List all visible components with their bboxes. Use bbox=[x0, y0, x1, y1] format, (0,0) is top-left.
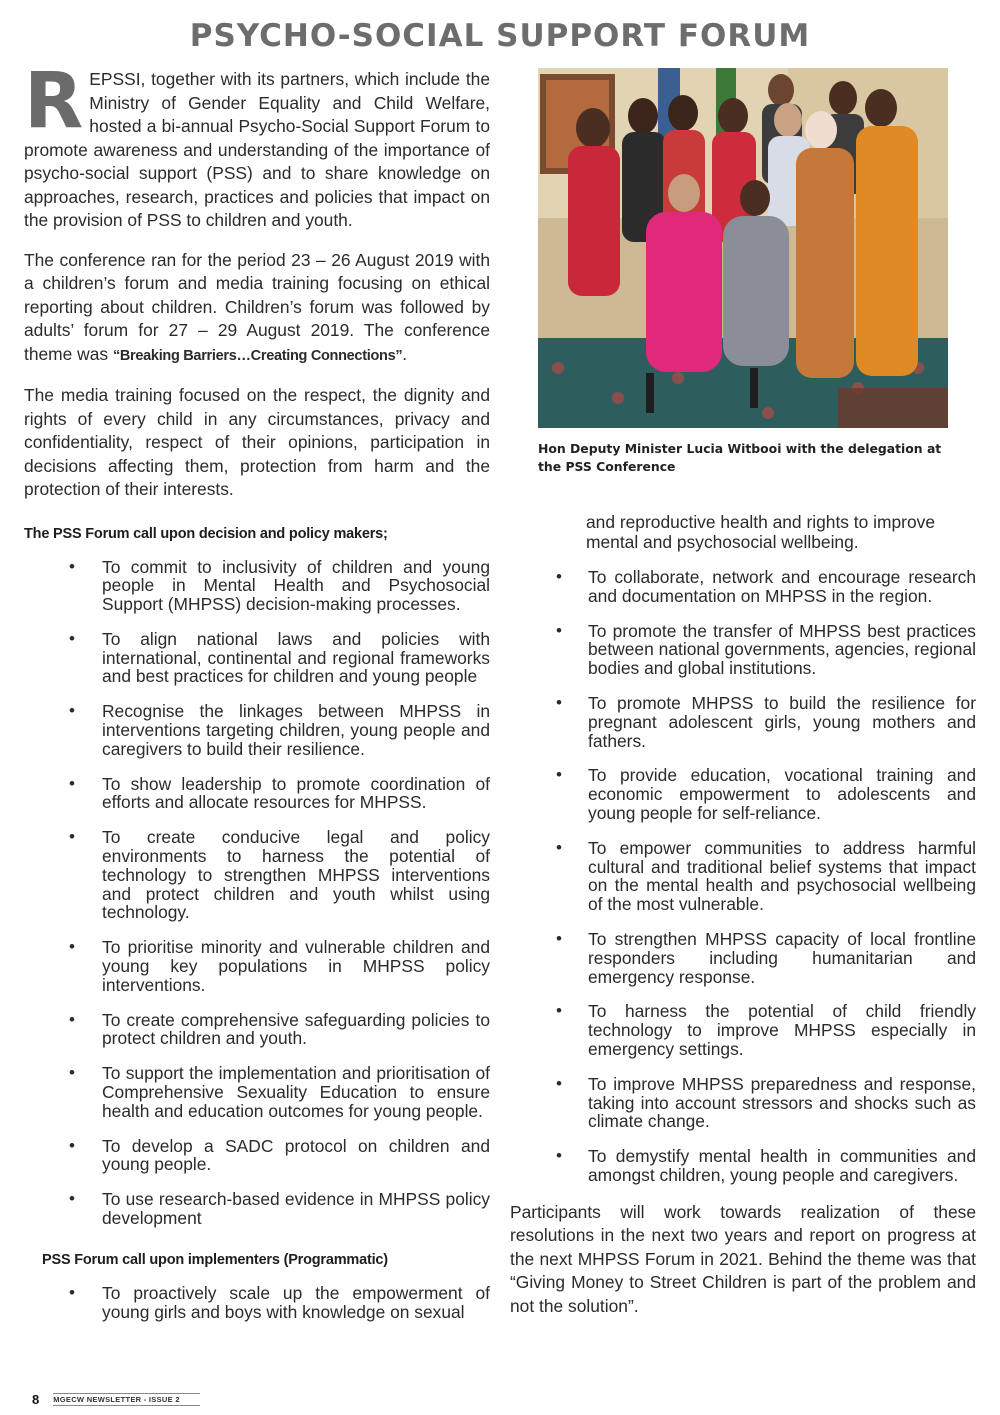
list-item bbox=[24, 828, 490, 922]
bullet: • bbox=[556, 928, 562, 948]
photo-caption: Hon Deputy Minister Lucia Witbooi with the delegation at the PSS Conference bbox=[538, 441, 942, 474]
bullet: • bbox=[556, 1001, 562, 1021]
list-continuation: and reproductive health and rights to improve mental and psychosocial wellbeing. bbox=[586, 512, 935, 552]
bullet: • bbox=[69, 1009, 75, 1029]
implementers-list-start bbox=[24, 1284, 490, 1322]
list-item-text: To provide education, vocational training and economic empowerment to adolescents and young people for self-reliance. bbox=[588, 765, 976, 823]
list-item-text: To align national laws and policies with international, continental and regional frameworks and best practices for children and young people bbox=[102, 628, 490, 687]
list-item bbox=[24, 702, 490, 758]
left-column bbox=[24, 57, 490, 1337]
list-item bbox=[510, 568, 976, 606]
implementers-heading: PSS Forum call upon implementers (Programmatic) bbox=[42, 1251, 388, 1268]
bullet: • bbox=[556, 567, 562, 586]
list-item-text: To strengthen MHPSS capacity of local frontline responders including humanitarian and emergency response. bbox=[588, 928, 976, 987]
page-number: 8 bbox=[32, 1391, 40, 1407]
intro-paragraph-1 bbox=[24, 57, 490, 233]
intro-text-1: EPSSI, together with its partners, which include the Ministry of Gender Equality and Child Welfare, hosted a bi-annual Psycho-Social Support Forum to promote awareness and understanding of the importance of psycho-social support (PSS) and to share knowledge on approaches, research, practices and policies that impact on the provision of PSS to children and youth. bbox=[24, 69, 490, 230]
list-item bbox=[24, 938, 490, 994]
list-item-text: Recognise the linkages between MHPSS in interventions targeting children, young people and caregivers to build their resilience. bbox=[102, 701, 490, 759]
bullet: • bbox=[69, 701, 75, 721]
bullet: • bbox=[69, 1063, 75, 1083]
list-item-text: To create conducive legal and policy environments to harness the potential of technology to strengthen MHPSS interventions and protect children and youth whilst using technology. bbox=[102, 827, 490, 923]
list-item bbox=[24, 1137, 490, 1175]
list-item bbox=[24, 1011, 490, 1049]
policy-makers-heading: The PSS Forum call upon decision and policy makers; bbox=[24, 525, 388, 542]
list-item bbox=[24, 630, 490, 686]
bullet: • bbox=[69, 1282, 75, 1302]
right-column bbox=[510, 68, 976, 1336]
delegation-photo bbox=[538, 68, 948, 428]
list-item bbox=[510, 1147, 976, 1185]
list-item-text: To create comprehensive safeguarding policies to protect children and youth. bbox=[102, 1009, 490, 1049]
list-item-text: To use research-based evidence in MHPSS policy development bbox=[102, 1189, 490, 1229]
list-item-text: To proactively scale up the empowerment of young girls and boys with knowledge on sexual bbox=[102, 1282, 490, 1322]
list-item-text: To promote MHPSS to build the resilience for pregnant adolescent girls, young mothers and fathers. bbox=[588, 692, 976, 751]
bullet: • bbox=[69, 1135, 75, 1155]
list-item bbox=[24, 1064, 490, 1120]
intro-text-2: The conference ran for the period 23 – 26 August 2019 with a children’s forum and media training focusing on ethical reporting about children. Children’s forum was followed by adults’ forum for 27 – 29 August 2019. The conference theme was bbox=[24, 249, 490, 364]
intro-paragraph-2 bbox=[24, 249, 490, 369]
bullet: • bbox=[556, 765, 562, 785]
bullet: • bbox=[69, 827, 75, 847]
page-title: PSYCHO-SOCIAL SUPPORT FORUM bbox=[189, 18, 811, 54]
list-item-text: To collaborate, network and encourage research and documentation on MHPSS in the region. bbox=[588, 567, 976, 606]
list-item-text: To improve MHPSS preparedness and response, taking into account stressors and shocks such as climate change. bbox=[588, 1073, 976, 1132]
list-item bbox=[510, 1075, 976, 1131]
bullet: • bbox=[556, 620, 562, 640]
list-item bbox=[510, 1002, 976, 1058]
bullet: • bbox=[556, 1146, 562, 1166]
list-item bbox=[510, 694, 976, 750]
bullet: • bbox=[69, 937, 75, 957]
intro-paragraph-3: The media training focused on the respect, the dignity and rights of every child in any circumstances, privacy and confidentiality, respect of their opinions, participation in decisions affecting them, protection from harm and the protection of their interests. bbox=[24, 385, 490, 499]
bullet: • bbox=[69, 773, 75, 793]
bullet: • bbox=[556, 1073, 562, 1093]
list-item-text: To harness the potential of child friendly technology to improve MHPSS especially in emergency settings. bbox=[588, 1001, 976, 1059]
bullet: • bbox=[556, 837, 562, 857]
policy-makers-list bbox=[24, 558, 490, 1228]
bullet: • bbox=[69, 628, 75, 648]
list-item-text: To promote the transfer of MHPSS best practices between national governments, agencies, regional bodies and global institutions. bbox=[588, 620, 976, 679]
conference-theme: “Breaking Barriers…Creating Connections” bbox=[112, 347, 403, 364]
list-item-text: To support the implementation and prioritisation of Comprehensive Sexuality Education to ensure health and education outcomes for young people. bbox=[102, 1063, 490, 1121]
delegation-photo-illustration bbox=[538, 68, 948, 428]
drop-cap: R bbox=[24, 57, 84, 146]
implementers-list bbox=[510, 568, 976, 1185]
list-item bbox=[510, 622, 976, 678]
bullet: • bbox=[556, 692, 562, 712]
list-item-text: To commit to inclusivity of children and young people in Mental Health and Psychosocial Support (MHPSS) decision-making processes. bbox=[102, 556, 490, 615]
list-item bbox=[510, 930, 976, 986]
list-item-text: To show leadership to promote coordination of efforts and allocate resources for MHPSS. bbox=[102, 773, 490, 813]
page-footer bbox=[32, 1392, 200, 1406]
list-item-text: To demystify mental health in communities and amongst children, young people and caregivers. bbox=[588, 1146, 976, 1185]
list-item bbox=[510, 839, 976, 914]
list-item bbox=[24, 1284, 490, 1322]
list-item bbox=[510, 766, 976, 822]
bullet: • bbox=[69, 1189, 75, 1209]
newsletter-name: MGECW NEWSLETTER - ISSUE 2 bbox=[53, 1393, 200, 1406]
list-item-text: To prioritise minority and vulnerable children and young key populations in MHPSS policy interventions. bbox=[102, 937, 490, 995]
list-item bbox=[24, 558, 490, 614]
list-item bbox=[24, 775, 490, 813]
list-item-text: To empower communities to address harmful cultural and traditional belief systems that impact on the mental health and psychosocial wellbeing of the most vulnerable. bbox=[588, 837, 976, 915]
list-item-text: To develop a SADC protocol on children and young people. bbox=[102, 1135, 490, 1175]
closing-paragraph: Participants will work towards realization of these resolutions in the next two years and report on progress at the next MHPSS Forum in 2021. Behind the theme was that “Giving Money to Street Children is part of the problem and not the solution”. bbox=[510, 1201, 976, 1316]
theme-period: . bbox=[402, 343, 408, 364]
list-item bbox=[24, 1190, 490, 1228]
bullet: • bbox=[69, 556, 75, 576]
